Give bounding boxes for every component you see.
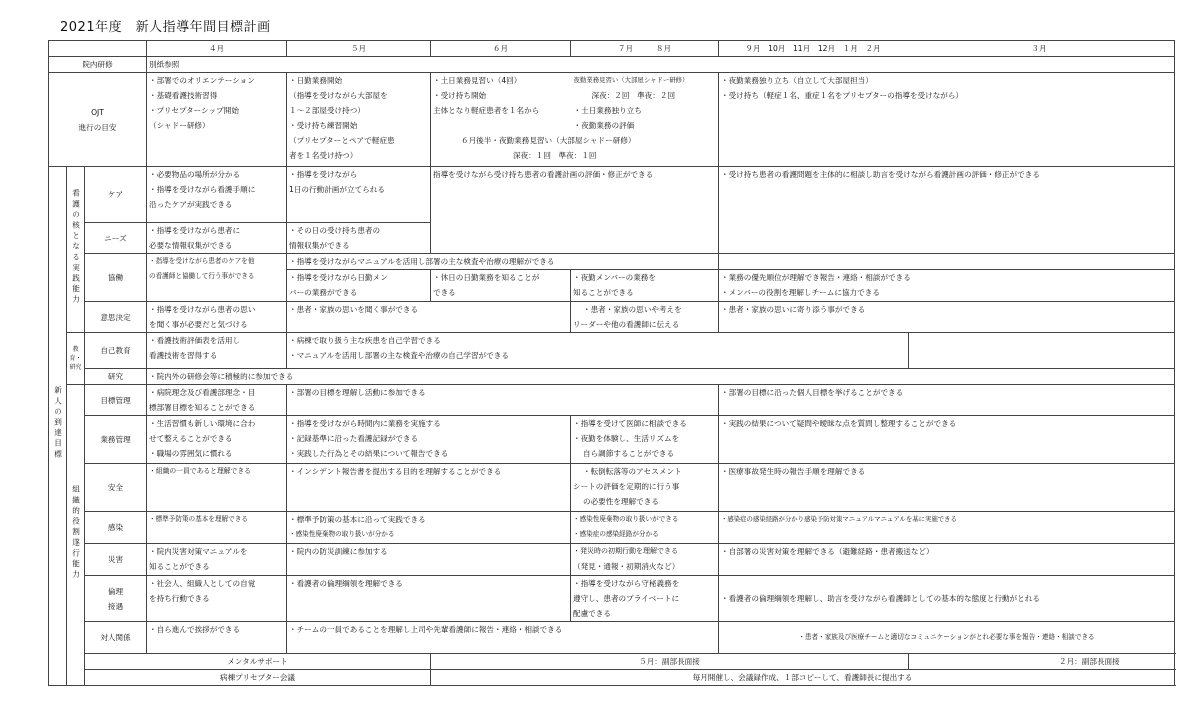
page-title: 2021年度 新人指導年間目標計画 [60, 20, 271, 35]
safety-mayjun: ・インシデント報告書を提出する目的を理解することができる [287, 464, 571, 512]
row-safety [49, 464, 1175, 512]
goalmgmt-mayjul: ・部署の目標を理解し活動に参加できる [287, 385, 719, 416]
month-mar: ３月 [1031, 44, 1047, 53]
label-self-edu: 自己教育 [85, 333, 147, 369]
ethics-apr: ・社会人、組織人としての自覚 を持ち行動できる [147, 576, 287, 622]
label-mental: メンタルサポート [85, 654, 431, 670]
row-work-mgmt [49, 416, 1175, 464]
label-ethics: 倫理 接遇 [85, 576, 147, 622]
ethics-sep: ・看護者の倫理綱領を理解し、助言を受けながら看護師としての基本的な態度と行動がとれる [719, 576, 1175, 622]
label-care: ケア [85, 167, 147, 223]
label-edu-research: 教育・研究 [67, 333, 85, 385]
decision-jul: ・患者・家族の思いや考えを リーダーや他の看護師に伝える [571, 302, 719, 333]
label-org-role: 組織的役割遂行能力 [67, 385, 85, 686]
row-ojt [49, 73, 1175, 167]
coop-jul: ・夜勤メンバーの業務を 知ることができる [571, 270, 719, 302]
selfedu-blank [909, 333, 1175, 369]
row-infection [49, 512, 1175, 544]
label-newcomer-goal: 新人の到達目標 [49, 167, 67, 686]
label-research: 研究 [85, 369, 147, 385]
workmgmt-sep: ・実践の結果について疑問や曖昧な点を質問し整理することができる [719, 416, 1175, 464]
month-julaug: ７月 ８月 [571, 41, 719, 57]
safety-sep: ・医療事故発生時の報告手順を理解できる [719, 464, 1175, 512]
decision-apr: ・指導を受けながら患者の思い を聞く事が必要だと気づける [147, 302, 287, 333]
mental-may: ５月：副部長面接 [431, 654, 909, 670]
decision-sep: ・患者・家族の思いに寄り添う事ができる [719, 302, 1175, 333]
label-decision: 意思決定 [85, 302, 147, 333]
infection-jul: ・感染性廃棄物の取り扱いができる ・感染症の感染経路が分かる [571, 512, 719, 544]
label-ojt-1: OJT [91, 107, 104, 117]
row-decision [49, 302, 1175, 333]
header-blank [49, 41, 147, 57]
annual-plan-table [48, 40, 1175, 686]
ethics-mayjun: ・看護者の倫理綱領を理解できる [287, 576, 571, 622]
goalmgmt-apr: ・病院理念及び看護部理念・目 標部署目標を知ることができる [147, 385, 287, 416]
preceptor-text: 毎月開催し、会議録作成、１部コピーして、看護師長に提出する [431, 670, 1175, 686]
disaster-jul: ・発災時の初期行動を理解できる （発見・通報・初期消火など） [571, 544, 719, 576]
label-ojt-2: 進行の目安 [78, 122, 117, 132]
coop-wide: ・指導を受けながらマニュアルを活用し部署の主な検査や治療の理解ができる [287, 254, 719, 270]
ojt-may: ・日勤業務開始 （指導を受けながら大部屋を １〜２部屋受け持つ） ・受け持ち練習開始 （プリセプターとペアで軽症患 者を１名受け持つ） [287, 73, 431, 167]
infection-sep: ・感染症の感染経路が分かり感染予防対策マニュアルマニュアルを基に実施できる [719, 512, 1175, 544]
label-inhouse-training: 院内研修 [49, 57, 147, 73]
row-research [49, 369, 1175, 385]
month-sepfeb: ９月 10月 11月 12月 １月 ２月 [745, 44, 881, 53]
label-infection: 感染 [85, 512, 147, 544]
safety-apr: ・組織の一員であると理解できる [147, 464, 287, 512]
research-text: ・院内外の研修会等に積極的に参加できる [147, 369, 1175, 385]
header-row [49, 41, 1175, 57]
ojt-junjul: ６月後半・夜勤業務見習い（大部屋シャドー研修） 深夜：１回 準夜：１回 [461, 136, 636, 160]
relations-apr: ・自ら進んで挨拶ができる [147, 622, 287, 654]
label-disaster: 災害 [85, 544, 147, 576]
infection-mayjun: ・標準予防策の基本に沿って実践できる ・感染性廃棄物の取り扱いが分かる [287, 512, 571, 544]
label-safety: 安全 [85, 464, 147, 512]
row-self-edu [49, 333, 1175, 369]
workmgmt-apr: ・生活習慣も新しい環境に合わ せて整えることができる ・職場の雰囲気に慣れる [147, 416, 287, 464]
label-cooperation: 協働 [85, 254, 147, 302]
goalmgmt-sep: ・部署の目標に沿った個人目標を挙げることができる [719, 385, 1175, 416]
row-relations [49, 622, 1175, 654]
coop-blank [719, 254, 1175, 270]
inhouse-training-text: 別紙参照 [147, 57, 1175, 73]
ojt-sep: ・夜勤業務独り立ち（自立して大部屋担当） ・受け持ち（軽症１名、重症１名をプリセプターの指導を受けながら） [719, 73, 1175, 167]
selfedu-mayjul: ・病棟で取り扱う主な疾患を自己学習できる ・マニュアルを活用し部署の主な検査や治療の自己学習ができる [287, 333, 909, 369]
row-coop-a [49, 254, 1175, 270]
disaster-sep: ・自部署の災害対策を理解できる（避難経路・患者搬送など） [719, 544, 1175, 576]
month-may: ５月 [287, 41, 431, 57]
label-needs: ニーズ [85, 223, 147, 254]
month-jun: ６月 [431, 41, 571, 57]
ethics-jul: ・指導を受けながら守秘義務を 遵守し、患者のプライベートに 配慮できる [571, 576, 719, 622]
relations-mayjul: ・チームの一員であることを理解し上司や先輩看護師に報告・連絡・相談できる [287, 622, 719, 654]
row-goal-mgmt [49, 385, 1175, 416]
workmgmt-mayjun: ・指導を受けながら時間内に業務を実施する ・記録基準に沿った看護記録ができる ・実践した行為とその結果について報告できる [287, 416, 571, 464]
label-relations: 対人関係 [85, 622, 147, 654]
coop-may: ・指導を受けながら日勤メン バーの業務ができる [287, 270, 431, 302]
coop-sep: ・業務の優先順位が理解でき報告・連絡・相談ができる ・メンバーの役割を理解しチームに協力できる [719, 270, 1175, 302]
month-apr: ４月 [147, 41, 287, 57]
row-mental [49, 654, 1175, 670]
disaster-apr: ・院内災害対策マニュアルを 知ることができる [147, 544, 287, 576]
selfedu-apr: ・看護技術評価表を活用し 看護技術を習得する [147, 333, 287, 369]
label-preceptor: 病棟プリセプター会議 [85, 670, 431, 686]
care-sep: ・受け持ち患者の看護問題を主体的に相談し助言を受けながら看護計画の評価・修正ができる [719, 167, 1175, 254]
row-inhouse-training [49, 57, 1175, 73]
ojt-apr: ・部署でのオリエンテーション ・基礎看護技術習得 ・プリセプターシップ開始 （シャドー研修） [147, 73, 287, 167]
label-nursing-core: 看護の核となる実践能力 [67, 167, 85, 333]
care-apr: ・必要物品の場所が分かる ・指導を受けながら看護手順に 沿ったケアが実践できる [147, 167, 287, 223]
label-goal-mgmt: 目標管理 [85, 385, 147, 416]
needs-apr: ・指導を受けながら患者に 必要な情報収集ができる [147, 223, 287, 254]
ojt-jun-jul [431, 73, 719, 167]
care-junjul: 指導を受けながら受け持ち患者の看護計画の評価・修正ができる [431, 167, 719, 254]
disaster-mayjun: ・院内の防災訓練に参加する [287, 544, 571, 576]
row-care [49, 167, 1175, 223]
ojt-jun: ・土日業務見習い（4回） ・受け持ち開始 主体となり軽症患者を１名から [433, 76, 540, 115]
label-work-mgmt: 業務管理 [85, 416, 147, 464]
mental-feb: ２月：副部長面接 [909, 654, 1175, 670]
row-preceptor [49, 670, 1175, 686]
safety-jul: ・転倒転落等のアセスメント シートの評価を定期的に行う事 の必要性を理解できる [571, 464, 719, 512]
needs-may: ・その日の受け持ち患者の 情報収集ができる [287, 223, 431, 254]
row-ethics [49, 576, 1175, 622]
relations-sep: ・患者・家族及び医療チームと適切なコミュニケーションがとれ必要な事を報告・連絡・相談できる [719, 622, 1175, 654]
coop-jun: ・休日の日勤業務を知ることが できる [431, 270, 571, 302]
row-disaster [49, 544, 1175, 576]
workmgmt-jul: ・指導を受けて医師に相談できる ・夜勤を体験し、生活リズムを 自ら調節することができる [571, 416, 719, 464]
label-ojt [49, 73, 147, 167]
care-may: ・指導を受けながら 1日の行動計画が立てられる [287, 167, 431, 223]
infection-apr: ・標準予防策の基本を理解できる [147, 512, 287, 544]
ojt-jul: 夜勤業務見習い（大部屋シャドー研修） 深夜：２回 準夜：２回 ・土日業務独り立ち ・夜勤業務の評価 [573, 76, 689, 130]
decision-mayjun: ・患者・家族の思いを聞く事ができる [287, 302, 571, 333]
month-sep-mar [719, 41, 1175, 57]
coop-apr: ・指導を受けながら患者のケアを他 の看護師と協働して行う事ができる [147, 254, 287, 302]
